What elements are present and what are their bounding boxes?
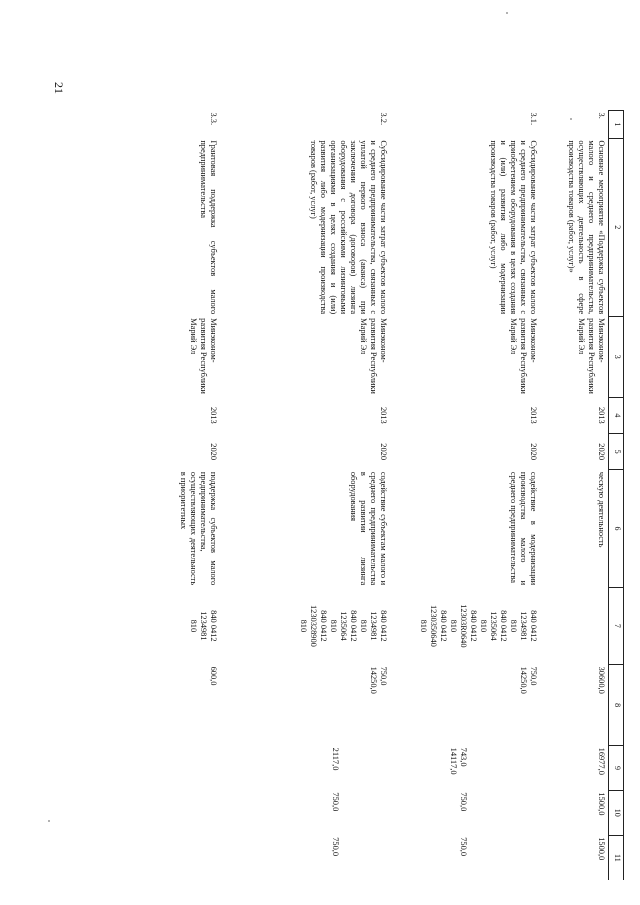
executor: Минэконом- развития Республики Марий Эл <box>509 318 539 394</box>
row-number: 3.3. <box>209 112 219 126</box>
amount-col8 <box>221 665 391 746</box>
row-number: 3.2. <box>379 112 389 126</box>
budget-code-line: 840 0412 <box>379 610 389 642</box>
year-end: 2020 <box>529 443 539 461</box>
rotated-table-wrapper <box>99 110 624 880</box>
row-number: 3. <box>597 112 606 119</box>
budget-code <box>391 587 541 664</box>
header-cell: 3 <box>609 316 624 397</box>
executor: Минэконом- развития Республики Марий Эл <box>576 318 606 394</box>
budget-code-line: 810 <box>189 619 199 633</box>
program-table <box>141 110 625 880</box>
amount-col8: 600,0 <box>209 666 219 686</box>
budget-code <box>141 587 221 664</box>
scan-speck <box>506 12 508 14</box>
budget-code-line: 840 0412 <box>438 610 448 642</box>
budget-code-line: 810 <box>359 619 369 633</box>
header-row <box>609 111 624 881</box>
amount-col8-line: 750,0 <box>529 666 539 686</box>
measure-name: Субсидирование части затрат субъектов малого и среднего предпринимательства, связанных с уплатой первого взноса (аванса) при заключении договора (договоров) лизинга оборудования с российскими лизинговыми организациями в целях создания и (или) развития либо модернизации производства товаров (работ, услуг) <box>308 140 389 315</box>
table-row <box>141 111 221 881</box>
budget-code-line: 810 <box>448 619 458 633</box>
table-body <box>141 111 609 881</box>
budget-code-line: 840 0412 <box>499 610 509 642</box>
header-cell: 4 <box>609 397 624 433</box>
budget-code-line: 810 <box>509 619 519 633</box>
year-start: 2013 <box>209 406 219 424</box>
header-cell: 8 <box>609 665 624 746</box>
amount-col11 <box>141 835 221 880</box>
budget-code-line: 840 0412 <box>529 610 539 642</box>
header-cell: 11 <box>609 835 624 880</box>
amount-col9 <box>391 746 541 791</box>
executor: Минэконом- развития Республики Марий Эл <box>189 318 219 394</box>
amount-col9 <box>141 746 221 791</box>
budget-code-line: 1234981 <box>199 611 209 641</box>
table-row <box>541 111 609 881</box>
amount-col8 <box>391 665 541 746</box>
budget-code-line: 840 0412 <box>349 610 359 642</box>
amount-col11: 750,0 <box>331 837 341 857</box>
expected-result: содействие субъектам малого и среднего предпринимательства в развитии лизинга оборудования <box>349 471 389 586</box>
year-end: 2020 <box>209 443 219 461</box>
measure-name: Грантовая поддержка субъектов малого предпринимательства <box>199 140 219 315</box>
amount-col10: 1500,0 <box>597 792 606 816</box>
amount-col8: 30600,0 <box>597 666 606 694</box>
header-cell: 1 <box>609 111 624 139</box>
budget-code-line: 1234981 <box>519 611 529 641</box>
budget-code-line: 12303R0640 <box>458 604 468 648</box>
amount-col8-line: 14250,0 <box>519 666 529 694</box>
header-cell: 9 <box>609 746 624 791</box>
expected-result: поддержка субъектов малого предпринимательства, осуществляющих деятельность в приоритетных <box>179 471 219 586</box>
expected-result: содействие в модернизации производства малого и среднего предпринимательства <box>509 471 539 586</box>
year-end: 2020 <box>379 443 389 461</box>
row-number: 3.1. <box>529 112 539 126</box>
budget-code <box>221 587 391 664</box>
budget-code <box>541 587 609 664</box>
executor: Минэконом- развития Республики Марий Эл <box>359 318 389 394</box>
measure-name: Основное мероприятие «Поддержка субъектов малого и среднего предпринимательства, осуществляющих деятельность в сфере производства товаров (работ, услуг)» <box>566 140 606 315</box>
amount-col9: 2117,0 <box>331 747 341 771</box>
measure-name: Субсидирование части затрат субъектов малого и среднего предпринимательства, связанных с приобретением оборудования в целях создания и (или) развития либо модернизации производства товаров (работ, услуг) <box>489 140 539 315</box>
amount-col10: 750,0 <box>331 792 341 812</box>
scan-speck <box>48 820 50 822</box>
amount-col8-line: 14250,0 <box>369 666 379 694</box>
page-number: 21 <box>52 82 66 94</box>
expected-result: ческую деятельность <box>597 471 606 548</box>
amount-col8-line: 750,0 <box>379 666 389 686</box>
table-row <box>221 111 391 881</box>
budget-code-line: 840 0412 <box>319 610 329 642</box>
amount-col9-line: 743,0 <box>459 747 469 767</box>
amount-col10 <box>141 790 221 835</box>
budget-code-line: 1234981 <box>369 611 379 641</box>
budget-code-line: 840 0412 <box>469 610 479 642</box>
amount-col10: 750,0 <box>459 792 469 812</box>
year-start: 2013 <box>379 406 389 424</box>
header-cell: 2 <box>609 138 624 316</box>
budget-code-line: 810 <box>298 619 308 633</box>
amount-col11: 1500,0 <box>597 837 606 861</box>
table-row <box>391 111 541 881</box>
header-cell: 5 <box>609 434 624 470</box>
budget-code-line: 1230350640 <box>428 604 438 647</box>
year-start: 2013 <box>529 406 539 424</box>
budget-code-line: 1235064 <box>489 611 499 641</box>
year-start: 2013 <box>597 406 606 424</box>
budget-code-line: 840 0412 <box>209 610 219 642</box>
year-end: 2020 <box>597 443 606 461</box>
amount-col11: 750,0 <box>459 837 469 857</box>
header-cell: 10 <box>609 790 624 835</box>
budget-code-line: 1230328900 <box>308 604 318 647</box>
header-cell: 7 <box>609 587 624 664</box>
budget-code-line: 1235064 <box>339 611 349 641</box>
amount-col9: 16977,0 <box>597 747 606 775</box>
budget-code-line: 810 <box>418 619 428 633</box>
amount-col9-line: 14117,0 <box>449 747 459 775</box>
budget-code-line: 810 <box>479 619 489 633</box>
header-cell: 6 <box>609 470 624 587</box>
budget-code-line: 810 <box>329 619 339 633</box>
